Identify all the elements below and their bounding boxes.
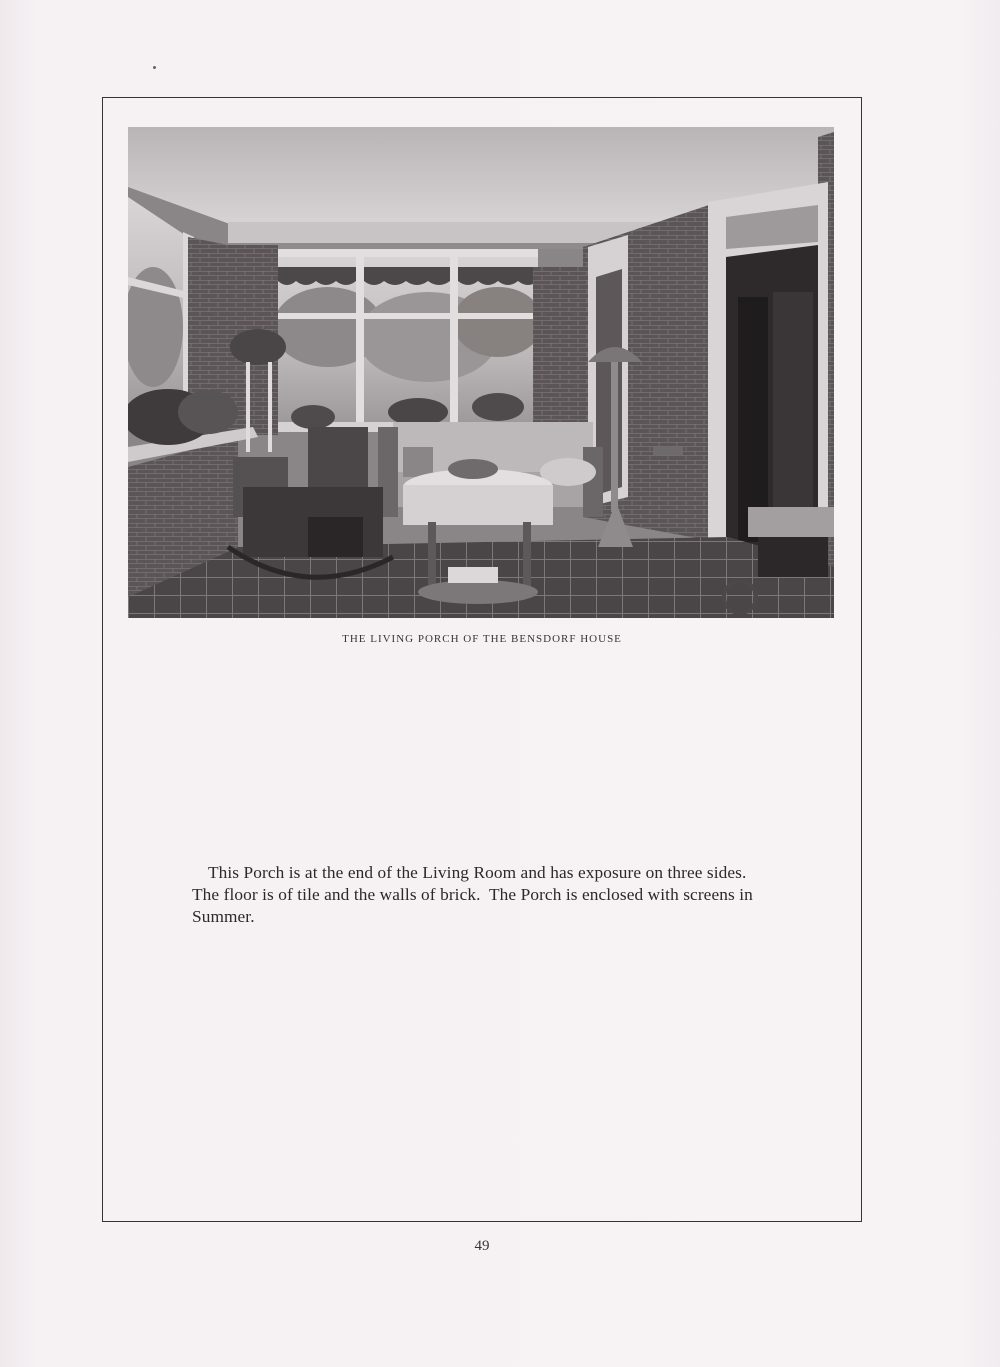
porch-photograph	[128, 127, 834, 618]
photo-caption: THE LIVING PORCH OF THE BENSDORF HOUSE	[342, 633, 622, 645]
paper-speck	[153, 66, 156, 69]
page-number: 49	[474, 1238, 490, 1254]
body-paragraph: This Porch is at the end of the Living Room and has exposure on three sides. The floor is of tile and the walls of brick. The Porch is enclosed with screens in Summer.	[192, 863, 758, 926]
